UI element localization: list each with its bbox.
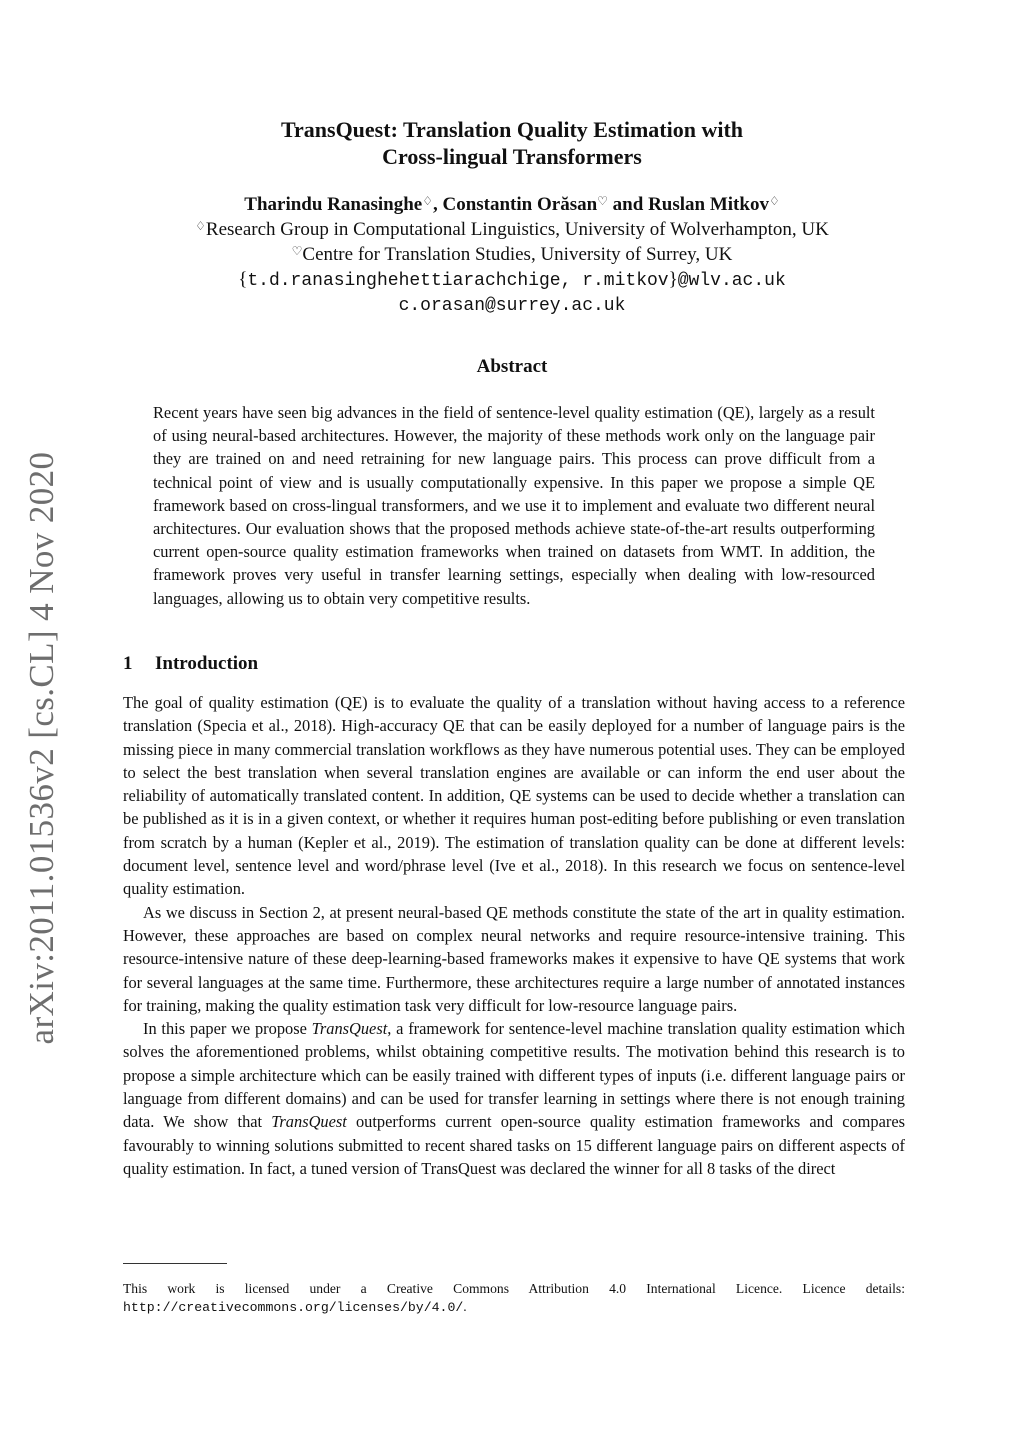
footnote: This work is licensed under a Creative Commons Attribution 4.0 International Licence. Licence details: http://creativecommons.org/licenses/by/4.0/. <box>123 1281 905 1315</box>
email-line-1: {t.d.ranasinghehettiarachchige, r.mitkov}@wlv.ac.uk <box>238 269 786 291</box>
paper-title <box>0 116 1024 170</box>
footnote-divider <box>123 1263 227 1264</box>
author-names: Tharindu Ranasinghe♢, Constantin Orăsan♡ and Ruslan Mitkov♢ <box>244 194 780 215</box>
abstract-heading: Abstract <box>476 356 548 377</box>
paragraph: The goal of quality estimation (QE) is to evaluate the quality of a translation without having access to a reference translation (Specia et al., 2018). High-accuracy QE that can be easily deployed for a number of language pairs is the missing piece in many commercial translation workflows as they have numerous potential uses. They can be employed to select the best translation when several translation engines are available or can inform the end user about the reliability of automatically translated content. In addition, QE systems can be used to decide whether a translation can be published as it is in a given context, or whether it requires human post-editing before publishing or even translation from scratch by a human (Kepler et al., 2019). The estimation of translation quality can be done at different levels: document level, sentence level and word/phrase level (Ive et al., 2018). In this research we focus on sentence-level quality estimation. <box>123 693 905 899</box>
arxiv-identifier: arXiv:2011.01536v2 [cs.CL] 4 Nov 2020 <box>22 451 61 1045</box>
author-block <box>0 192 1024 319</box>
author-orasan: Constantin Orăsan <box>442 194 598 215</box>
emphasis-transquest: TransQuest <box>311 1019 388 1039</box>
paragraph: In this paper we propose TransQuest, a framework for sentence-level machine translation quality estimation which solves the aforementioned problems, whilst obtaining competitive results. The motivation behind this research is to propose a simple architecture which can be easily trained with different types of inputs (i.e. different language pairs or language from different domains) and can be used for transfer learning in settings where there is not enough training data. We show that TransQuest outperforms current open-source quality estimation frameworks and compares favourably to winning solutions submitted to recent shared tasks on 15 different language pairs on different aspects of quality estimation. In fact, a tuned version of TransQuest was declared the winner for all 8 tasks of the direct <box>123 1019 905 1178</box>
title-line-1: TransQuest: Translation Quality Estimation with <box>280 117 744 142</box>
author-ranasinghe: Tharindu Ranasinghe <box>244 194 423 215</box>
section-body <box>123 691 905 1180</box>
section-heading <box>123 653 258 675</box>
heart-mark: ♡ <box>597 194 608 208</box>
affiliation-wolverhampton: ♢Research Group in Computational Linguistics, University of Wolverhampton, UK <box>195 219 829 240</box>
section-number: 1 <box>123 653 133 674</box>
email-line-2: c.orasan@surrey.ac.uk <box>398 296 626 316</box>
paragraph: As we discuss in Section 2, at present neural-based QE methods constitute the state of the art in quality estimation. However, these approaches are based on complex neural networks and require resource-intensive training. This resource-intensive nature of these deep-learning-based frameworks makes it expensive to have QE systems that work for several languages at the same time. Furthermore, these architectures require a large number of annotated instances for training, making the quality estimation task very difficult for low-resource language pairs. <box>123 902 905 1015</box>
diamond-mark: ♢ <box>422 194 433 208</box>
license-link[interactable]: http://creativecommons.org/licenses/by/4.0/ <box>123 1300 464 1315</box>
abstract-text: Recent years have seen big advances in the field of sentence-level quality estimation (QE), largely as a result of using neural-based architectures. However, the majority of these methods work only on the language pair they are trained on and need retraining for new language pairs. This process can prove difficult from a technical point of view and is usually computationally expensive. In this paper we propose a simple QE framework based on cross-lingual transformers, and we use it to implement and evaluate two different neural architectures. Our evaluation shows that the proposed methods achieve state-of-the-art results outperforming current open-source quality estimation frameworks when trained on datasets from WMT. In addition, the framework proves very useful in transfer learning settings, especially when dealing with low-resourced languages, allowing us to obtain very competitive results. <box>153 403 875 608</box>
author-mitkov: Ruslan Mitkov <box>648 194 769 215</box>
emphasis-transquest: TransQuest <box>271 1112 347 1132</box>
title-line-2: Cross-lingual Transformers <box>382 144 642 169</box>
affiliation-surrey: ♡Centre for Translation Studies, University of Surrey, UK <box>291 244 733 265</box>
section-title-text: Introduction <box>155 653 259 674</box>
diamond-mark: ♢ <box>768 194 780 208</box>
